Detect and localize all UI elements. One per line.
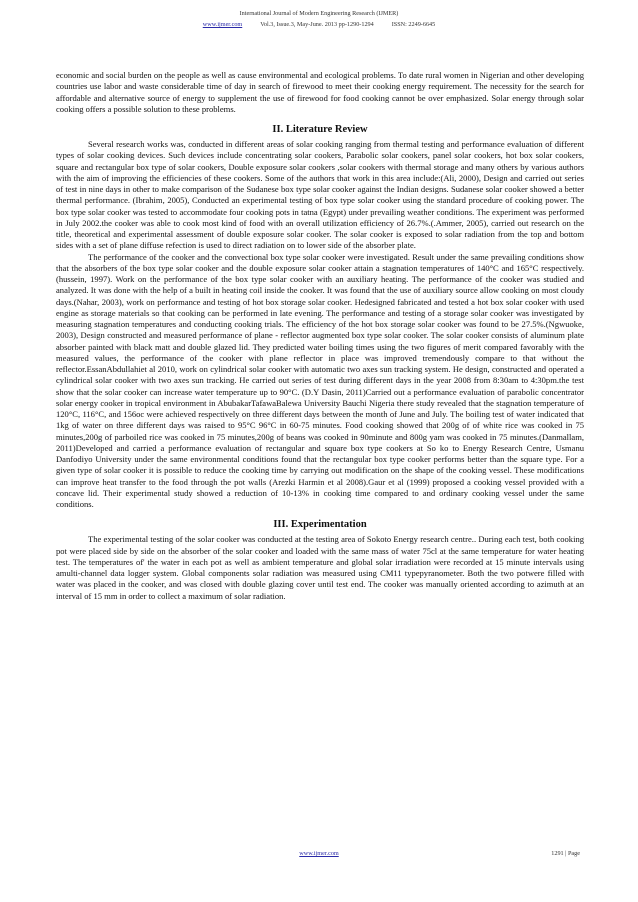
literature-paragraph-1: Several research works was, conducted in different areas of solar cooking ranging from thermal testing and performance evaluation of different types of solar cooking devices. Such devices include concentrating solar cookers, Parabolic solar cookers, panel solar cookers, hot box solar cookers, square and rectangular box type of solar cookers, Double exposure solar cookers ,solar cookers with thermal storage and many others by various authors with the aim of improving the efficiencies of these cookers. Some of the authors that work in this area include:(Ali, 2000), Design and carried out series of test in nine days in other to make comparison of the Sudanese box type solar cooker against the Indian designs. Sudanese solar cooker showed a better thermal performance. (Ibrahim, 2005), Conducted an experimental testing of box type solar cooker using the standard procedure of cooking power. The box type solar cooker was tested to accommodate four cooking pots in tatna (Egypt) under prevailing weather conditions. The experiment was performed in July 2002.the cooker was able to cook most kind of food with an overall utilization efficiency of 26.7%.(.Ammer, 2005), carried out research on the title, theoretical and experimental assessment of double exposure solar cooker. The solar cooker is exposed to solar radiation from the top and bottom sides with a set of plane diffuse refection is used to direct radiation on to lower side of the absorber plate. bbox=[56, 139, 584, 251]
page-number: 1291 | Page bbox=[551, 850, 580, 857]
journal-issn: ISSN: 2249-6645 bbox=[391, 21, 436, 28]
article-body bbox=[56, 70, 584, 602]
intro-paragraph: economic and social burden on the people as well as cause environmental and ecological problems. To date rural women in Nigerian and other developing countries use labor and waste considerable time of day in search of firewood to meet their cooking energy requirement. The necessity for the search for affordable and alternative source of energy to supplement the use of firewood for food cooking cannot be over emphasized. Solar energy through solar cooking offers a possible solution to these problems. bbox=[56, 70, 584, 114]
literature-paragraph-2: The performance of the cooker and the convectional box type solar cooker were investigated. Result under the same prevailing conditions show that the absorbers of the box type solar cooker and the double exposure solar cooker attain a stagnation temperatures of 140°C and 165°C respectively.(hussein, 1997). Work on the performance of the box type solar cooker with an auxiliary heating. The performance of the cooker was studied and analyzed. It was done with the help of a built in heating coil inside the cooker. It was found that the use of auxiliary source allow cooking on most cloudy days.(Nahar, 2003), work on performance and testing of hot box storage solar cooker. Hedesigned fabricated and tested a hot box solar cooker with used engine as storage materials so that cooking can be performed in late evening. The performance and testing of a storage solar cooker was investigated by measuring stagnation temperatures and conducting cooking trials. The efficiency of the hot box storage solar cooker was found to be 27.5%.(Ngwuoke, 2003), Design constructed and measured performance of plane - reflector augmented box type solar cooker. The solar cooker consists of aluminum plate absorber painted with black matt and double glazed lid. They predicted water boiling times using the two figures of merit compared favorably with the measured values, the performance of the cooker with plane reflector in place was improved tremendously compare to that without the reflector.EssanAbdullahiet al 2010, work on cylindrical solar cooker with automatic two axes sun tracking system. He design, constructed and operated a cylindrical solar cooker with two axes sun tracking. He carried out series of test during different days in the year 2008 from 8:30am to 4:30pm.the test show that the solar cooker can increase water temperature up to 90°C. (D.Y Dasin, 2011)Carried out a performance evaluation of parabolic concentrator solar energy cooker in tropical environment in AbubakarTafawaBalewa University Bauchi Nigeria there study revealed that the stagnation temperature of 120°C, 116°C, and 156oc were achieved respectively on three different days between the month of June and July. The boiling test of water indicated that 1kg of water on three different days was raised to 95°C 96°C in 60-75 minutes. Food cooking showed that 200g of of white rice was cooked in 75 minutes,200g of parboiled rice was cooked in 75 minutes,200g of beans was cooked in 90minute and 800g yam was cooked in 75 minutes.(Danmallam, 2011)Developed and carried a performance evaluation of rectangular and square box type cookers at So ko to Energy Research Centre, Usmanu Danfodiyo University under the same environmental conditions found that the rectangular box type cooker performs better than the square type. For a given type of solar cooker it is possible to reduce the cooking time by carrying out modification on the shape of the cooking vessel. These modifications can improve heat transfer to the food through the pot walls (Arezki Harmin et al 2008).Gaur et al (1999) proposed a cooking vessel provided with a concave lid. Their experimental study showed a reduction of 10-13% in cooking time compared to and ordinary cooking vessel under the same conditions. bbox=[56, 251, 584, 509]
footer-url-link[interactable]: www.ijmer.com bbox=[299, 850, 339, 857]
journal-url-link[interactable]: www.ijmer.com bbox=[202, 21, 243, 28]
journal-title: International Journal of Modern Engineering Research (IJMER) bbox=[239, 10, 399, 17]
journal-volume: Vol.3, Issue.3, May-June. 2013 pp-1290-1294 bbox=[260, 21, 374, 28]
section-heading-experimentation: III. Experimentation bbox=[273, 519, 367, 531]
journal-header bbox=[0, 8, 638, 30]
experimentation-paragraph: The experimental testing of the solar cooker was conducted at the testing area of Sokoto Energy research centre.. During each test, both cooking pot were placed side by side on the absorber of the solar cooker and loaded with the same mass of water 75cl at the same temperature for water heating test. The temperatures of' the water in each pot as well as ambient temperature and global solar irradiation were recorded at 15 minute intervals using amulti-channel data logger system. Global components solar radiation was measured using CM11 typepyranometer. Both the two potwere filled with water was placed in the cooker, and was closed with double glazing cover until test end. The cooker was manually oriented according to azimuth at an interval of 15 mm in order to collect a maximum of solar radiation. bbox=[56, 534, 584, 601]
section-heading-literature-review: II. Literature Review bbox=[272, 124, 368, 135]
journal-meta bbox=[0, 19, 638, 30]
